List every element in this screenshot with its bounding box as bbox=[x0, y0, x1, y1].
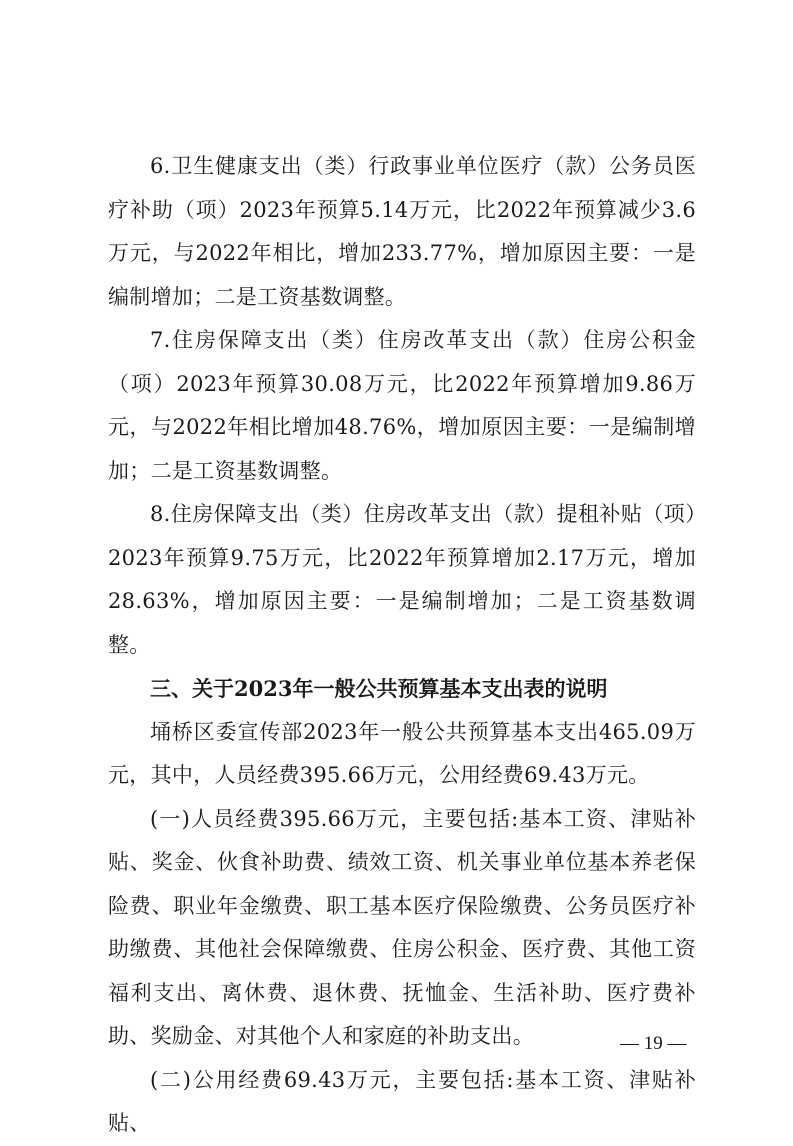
paragraph-housing-fund: 7.住房保障支出（类）住房改革支出（款）住房公积金（项）2023年预算30.08万元，比2022年预算增加9.86万元，与2022年相比增加48.76%，增加原因主要：一是编制增加；二是工资基数调整。 bbox=[108, 328, 696, 483]
paragraph-basic-expenditure-summary: 埇桥区委宣传部2023年一般公共预算基本支出465.09万元，其中，人员经费395.66万元，公用经费69.43万元。 bbox=[108, 719, 696, 787]
page-number: — 19 — bbox=[620, 1033, 687, 1054]
paragraph-rent-subsidy: 8.住房保障支出（类）住房改革支出（款）提租补贴（项）2023年预算9.75万元，比2022年预算增加2.17万元，增加28.63%，增加原因主要：一是编制增加；二是工资基数调整。 bbox=[108, 502, 696, 657]
paragraph-health-expenditure: 6.卫生健康支出（类）行政事业单位医疗（款）公务员医疗补助（项）2023年预算5.14万元，比2022年预算减少3.6万元，与2022年相比，增加233.77%，增加原因主要：一是编制增加；二是工资基数调整。 bbox=[108, 154, 696, 309]
page-body bbox=[108, 145, 696, 1146]
paragraph-public-expenses: (二)公用经费69.43万元，主要包括:基本工资、津贴补贴、 bbox=[108, 1067, 696, 1135]
paragraph-personnel-expenses: (一)人员经费395.66万元，主要包括:基本工资、津贴补贴、奖金、伙食补助费、绩效工资、机关事业单位基本养老保险费、职业年金缴费、职工基本医疗保险缴费、公务员医疗补助缴费、其他社会保障缴费、住房公积金、医疗费、其他工资福利支出、离休费、退休费、抚恤金、生活补助、医疗费补助、奖励金、对其他个人和家庭的补助支出。 bbox=[108, 806, 696, 1048]
section-heading: 三、关于2023年一般公共预算基本支出表的说明 bbox=[150, 676, 608, 701]
